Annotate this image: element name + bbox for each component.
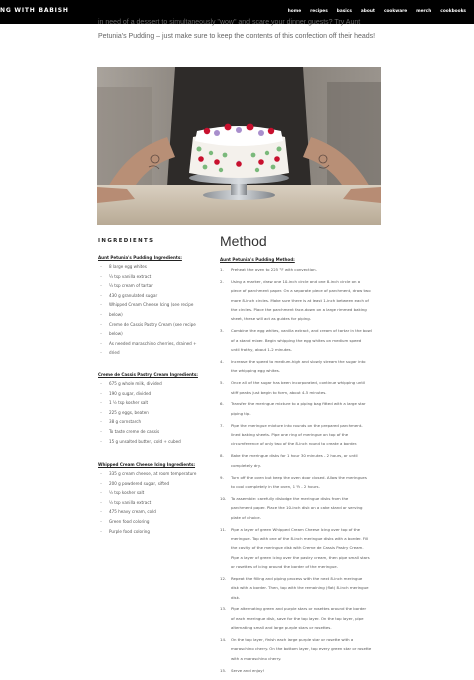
ingredient-item: – 475 heavy cream, cold — [98, 507, 210, 517]
ingredient-item: – 200 g powdered sugar, sifted — [98, 479, 210, 489]
method-step-line — [220, 482, 385, 491]
step-text: more 8-inch circles. Make sure there is at least 1-inch between each of — [231, 297, 369, 303]
step-text: Bake the meringue disks for 1 hour 30 minutes - 2 hours, or until — [231, 453, 358, 459]
step-text: plate of choice. — [231, 514, 261, 520]
nav-link-cookbooks[interactable]: cookbooks — [440, 9, 466, 14]
step-text: On the top layer, finish each large purple star or rosette with a — [231, 637, 354, 643]
step-number: 5. — [220, 380, 224, 386]
method-step-line — [220, 357, 385, 366]
step-text: until frothy, about 1-2 minutes. — [231, 346, 292, 352]
ingredient-item: – 8 large egg whites — [98, 262, 210, 272]
step-number: 14. — [220, 637, 227, 643]
step-text: Preheat the oven to 225 °F with convection. — [231, 267, 317, 272]
step-text: of a stand mixer. Begin whipping the egg whites on medium speed — [231, 337, 362, 343]
ingredients-column — [98, 238, 210, 536]
method-step-line — [220, 265, 385, 274]
method-step-line — [220, 553, 385, 562]
step-text: Pipe the meringue mixture into rounds on the prepared parchment- — [231, 422, 363, 428]
method-steps-list — [220, 265, 385, 675]
method-step-line — [220, 604, 385, 613]
method-step-line — [220, 562, 385, 571]
method-step-line — [220, 513, 385, 522]
step-number: 2. — [220, 278, 224, 284]
nav-link-cookware[interactable]: cookware — [383, 9, 408, 14]
ingredients-heading: INGREDIENTS — [98, 238, 155, 244]
ingredient-item: – ½ tsp vanilla extract — [98, 498, 210, 508]
step-text: the whipping egg whites. — [231, 368, 281, 374]
method-step-line — [220, 543, 385, 552]
method-step-line — [220, 473, 385, 482]
step-text: Pipe alternating green and purple stars or rosettes around the border — [231, 606, 367, 612]
step-text: of each meringue disk, save for the top layer. On the top layer, pipe — [231, 615, 364, 621]
step-text: sheet, these will act as guides for piping. — [231, 316, 311, 322]
method-step-line — [220, 326, 385, 335]
method-step-line — [220, 388, 385, 397]
ingredient-item: – Purple food coloring — [98, 527, 210, 537]
hero-image-cake — [97, 67, 381, 225]
intro-paragraph — [98, 16, 388, 43]
method-step-line — [220, 439, 385, 448]
step-text: to cool completely in the oven, 1 ½ - 2 hours. — [231, 483, 320, 489]
step-number: 12. — [220, 575, 227, 581]
ingredient-item: – 15 g unsalted butter, cold + cubed — [98, 437, 210, 447]
method-step-line — [220, 644, 385, 653]
method-step-line — [220, 574, 385, 583]
step-text: Pipe a layer of green Whipped Cream Cheese Icing over top of the — [231, 526, 361, 532]
method-step-line — [220, 277, 385, 286]
cake-photo — [97, 67, 381, 225]
step-number: 7. — [220, 422, 224, 428]
step-text: with a maraschino cherry. — [231, 655, 282, 661]
step-text: completely dry. — [231, 462, 261, 468]
method-step-line — [220, 409, 385, 418]
method-step-line — [220, 666, 385, 675]
ingredient-item: – 430 g granulated sugar — [98, 291, 210, 301]
ingredients-section-title: Aunt Petunia's Pudding Ingredients: — [98, 255, 182, 260]
method-step-line — [220, 461, 385, 470]
method-step-line — [220, 345, 385, 354]
method-heading: Method — [220, 233, 267, 249]
method-step-line — [220, 336, 385, 345]
step-text: Repeat the filling and piping process with the next 8-inch meringue — [231, 575, 363, 581]
step-number: 13. — [220, 606, 227, 612]
method-step-line — [220, 494, 385, 503]
step-text: disk. — [231, 594, 241, 600]
step-text: or rosettes of icing around the border of the meringue. — [231, 563, 338, 569]
method-step-line — [220, 503, 385, 512]
intro-line: Petunia's Pudding – just make sure to keep the contents of this confection off their heads! — [98, 32, 376, 40]
step-text: disk with a border. Then, top with the remaining (flat) 8-inch meringue — [231, 585, 369, 591]
ingredient-item: – As needed maraschino cherries, drained + — [98, 339, 210, 349]
ingredient-item: – 190 g sugar, divided — [98, 389, 210, 399]
ingredient-item: – ¼ tsp vanilla extract — [98, 272, 210, 282]
step-text: the circles. Place the parchment face-down on a large rimmed baking — [231, 306, 367, 312]
step-text: the cavity of the meringue disk with Creme de Cassis Pastry Cream. — [231, 545, 364, 551]
step-number: 6. — [220, 401, 224, 407]
method-step-line — [220, 296, 385, 305]
nav-links — [279, 9, 466, 14]
step-text: parchment paper. Place the 10-inch disk on a cake stand or serving — [231, 505, 363, 511]
method-step-line — [220, 314, 385, 323]
method-step-line — [220, 378, 385, 387]
method-step-line — [220, 635, 385, 644]
method-step-line — [220, 534, 385, 543]
ingredient-item: – Green food coloring — [98, 517, 210, 527]
ingredient-item: – 675 g whole milk, divided — [98, 379, 210, 389]
step-text: piping tip. — [231, 410, 251, 416]
step-number: 11. — [220, 526, 227, 532]
step-text: stiff peaks just begin to form, about 4-5 minutes. — [231, 389, 327, 395]
ingredient-item: – 225 g eggs, beaten — [98, 408, 210, 418]
step-text: meringue. Top with one of the 8-inch meringue disks with a border. Fill — [231, 535, 369, 541]
step-text: maraschino cherry. On the bottom layer, top every green star or rosette — [231, 646, 372, 652]
ingredient-item: – To taste creme de cassis — [98, 427, 210, 437]
nav-link-merch[interactable]: merch — [416, 9, 432, 14]
ingredient-item: – 335 g cream cheese, at room temperature — [98, 469, 210, 479]
step-text: piece of parchment paper. On a separate piece of parchment, draw two — [231, 288, 371, 294]
method-step-line — [220, 305, 385, 314]
method-step-line — [220, 430, 385, 439]
ingredients-list — [98, 379, 210, 446]
nav-link-home[interactable]: home — [287, 9, 302, 14]
method-column — [220, 233, 385, 675]
intro-line: in need of a dessert to simultaneously "wow" and scare your dinner guests? Try Aunt — [98, 19, 361, 26]
step-text: Once all of the sugar has been incorporated, continue whipping until — [231, 380, 366, 386]
ingredients-section-title: Creme de Cassis Pastry Cream Ingredients: — [98, 371, 198, 377]
method-step-line — [220, 583, 385, 592]
method-step-line — [220, 286, 385, 295]
ingredient-item: – ½ tsp kosher salt — [98, 488, 210, 498]
step-text: circumference of only two of the 8-inch round to create a border. — [231, 441, 358, 447]
step-text: Transfer the meringue mixture to a piping bag fitted with a large star — [231, 401, 366, 407]
method-step-line — [220, 654, 385, 663]
ingredient-item: – dried — [98, 348, 210, 358]
step-number: 3. — [220, 328, 224, 334]
step-number: 8. — [220, 453, 224, 459]
site-logo[interactable]: NG WITH BABISH — [0, 7, 69, 14]
method-step-line — [220, 366, 385, 375]
step-number: 4. — [220, 358, 224, 364]
method-section-title: Aunt Petunia's Pudding Method: — [220, 257, 295, 262]
step-text: Using a marker, draw one 10-inch circle and one 8-inch circle on a — [231, 278, 361, 284]
step-text: alternating small and large purple stars or rosettes. — [231, 625, 332, 631]
method-step-line — [220, 593, 385, 602]
ingredient-item: – ¼ tsp cream of tartar — [98, 281, 210, 291]
method-step-line — [220, 614, 385, 623]
ingredient-item: – Creme de Cassis Pastry Cream (see recipe — [98, 320, 210, 330]
nav-link-recipes[interactable]: recipes — [310, 9, 328, 14]
nav-link-about[interactable]: about — [360, 9, 375, 14]
ingredient-item: – below) — [98, 310, 210, 320]
method-step-line — [220, 623, 385, 632]
ingredient-item: – 1 ½ tsp kosher salt — [98, 398, 210, 408]
step-text: Pipe a layer of green icing over the pastry cream, then pipe small stars — [231, 554, 370, 560]
step-text: Increase the speed to medium-high and slowly stream the sugar into — [231, 358, 366, 364]
ingredients-list — [98, 469, 210, 536]
step-number: 15. — [220, 667, 227, 673]
ingredient-item: – below) — [98, 329, 210, 339]
method-step-line — [220, 451, 385, 460]
step-number: 9. — [220, 474, 224, 480]
ingredients-section-title: Whipped Cream Cheese Icing Ingredients: — [98, 462, 196, 468]
ingredient-item: – Whipped Cream Cheese Icing (see recipe — [98, 300, 210, 310]
step-text: lined baking sheets. Pipe one ring of meringue on top of the — [231, 432, 349, 438]
step-text: Serve and enjoy! — [231, 667, 265, 673]
method-step-line — [220, 399, 385, 408]
nav-link-basics[interactable]: basics — [336, 9, 352, 14]
method-step-line — [220, 421, 385, 430]
step-number: 1. — [220, 267, 224, 272]
ingredient-item: – 38 g cornstarch — [98, 417, 210, 427]
method-step-line — [220, 525, 385, 534]
step-text: To assemble: carefully dislodge the meringue disks from the — [231, 495, 349, 501]
step-text: Turn off the oven but keep the oven door closed. Allow the meringues — [231, 474, 367, 480]
step-number: 10. — [220, 495, 227, 501]
ingredients-list — [98, 262, 210, 358]
step-text: Combine the egg whites, vanilla extract, and cream of tartar in the bowl — [231, 328, 372, 334]
